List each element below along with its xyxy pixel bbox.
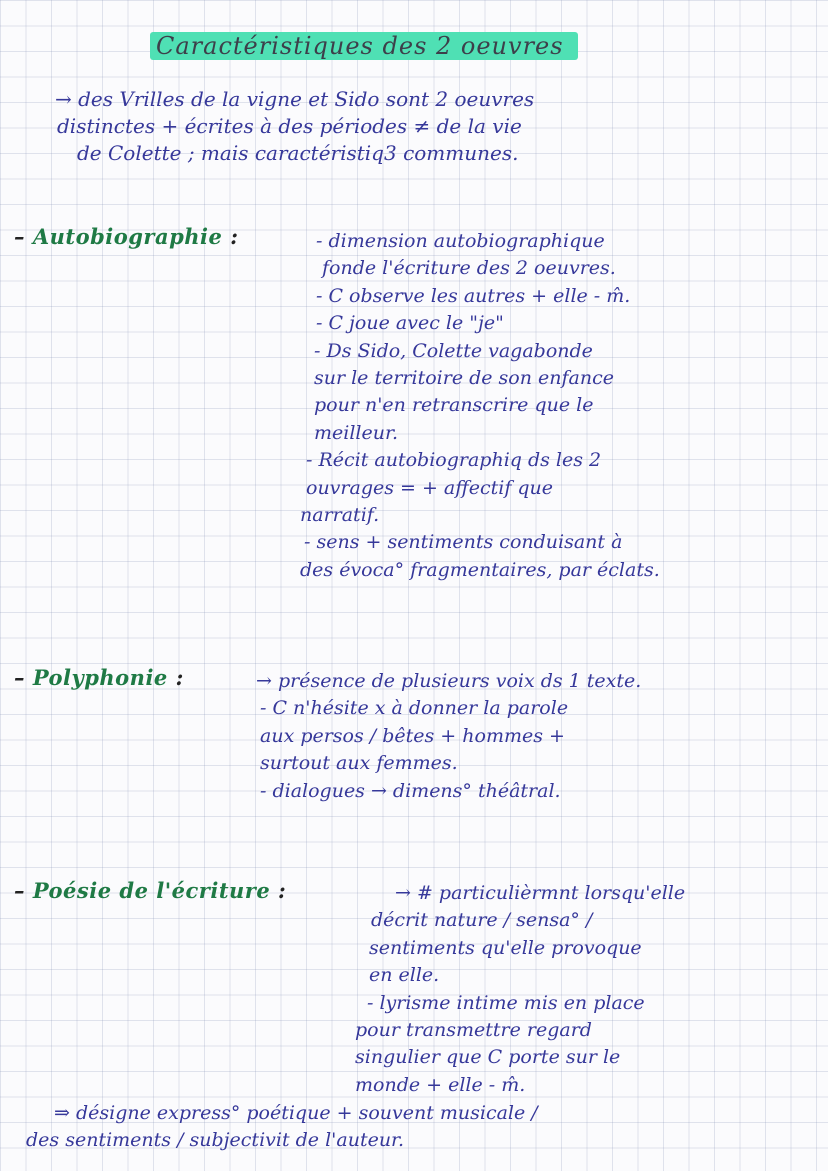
note-line: narratif.: [300, 504, 380, 527]
note-line: - Récit autobiographiq ds les 2: [306, 449, 602, 472]
intro-line: de Colette ; mais caractéristiq3 communes.: [77, 141, 519, 165]
note-line: - lyrisme intime mis en place: [367, 991, 645, 1014]
section-heading-label: Autobiographie: [32, 224, 223, 249]
intro-line: → des Vrilles de la vigne et Sido sont 2 oeuvres: [55, 87, 535, 111]
note-line: singulier que C porte sur le: [355, 1046, 621, 1069]
note-line: fonde l'écriture des 2 oeuvres.: [322, 257, 616, 280]
summary-conclusion: [26, 1100, 816, 1154]
page-title: [150, 30, 690, 62]
note-line: en elle.: [369, 964, 440, 987]
note-line: - sens + sentiments conduisant à: [304, 531, 623, 554]
summary-line: des sentiments / subjectivit de l'auteur.: [26, 1129, 405, 1151]
note-line: - C joue avec le "je": [316, 312, 504, 335]
intro-paragraph: [55, 86, 815, 167]
summary-line: ⇒ désigne express° poétique + souvent musicale /: [54, 1102, 538, 1124]
note-line: → # particulièrmnt lorsqu'elle: [395, 882, 686, 904]
section-heading-label: Poésie de l'écriture: [32, 878, 271, 903]
section-notes-poesie: [355, 880, 820, 1099]
note-line: surtout aux femmes.: [260, 752, 458, 775]
section-heading-autobiographie: – Autobiographie :: [14, 224, 239, 249]
note-line: pour transmettre regard: [355, 1019, 592, 1042]
note-line: sentiments qu'elle provoque: [369, 936, 642, 959]
intro-line: distinctes + écrites à des périodes ≠ de la vie: [57, 114, 522, 138]
title-highlight: Caractéristiques des 2 oeuvres: [150, 32, 578, 60]
note-line: - C observe les autres + elle - m̂.: [316, 284, 631, 307]
section-heading-poesie: – Poésie de l'écriture :: [14, 878, 287, 903]
note-line: → présence de plusieurs voix ds 1 texte.: [256, 670, 642, 692]
section-notes-autobiographie: [300, 228, 820, 584]
note-line: des évoca° fragmentaires, par éclats.: [300, 558, 660, 581]
note-line: - C n'hésite x à donner la parole: [260, 697, 569, 720]
note-line: aux persos / bêtes + hommes +: [260, 724, 565, 747]
note-line: - dialogues → dimens° théâtral.: [260, 779, 561, 802]
note-line: monde + elle - m̂.: [355, 1073, 526, 1096]
note-line: ouvrages = + affectif que: [306, 476, 554, 499]
section-heading-polyphonie: – Polyphonie :: [14, 665, 184, 690]
note-line: - dimension autobiographique: [316, 230, 605, 252]
section-heading-label: Polyphonie: [32, 665, 168, 690]
note-line: meilleur.: [314, 421, 399, 444]
section-notes-polyphonie: [256, 668, 821, 805]
note-line: décrit nature / sensa° /: [371, 909, 593, 932]
note-line: sur le territoire de son enfance: [314, 367, 614, 390]
note-line: pour n'en retranscrire que le: [314, 394, 594, 417]
note-line: - Ds Sido, Colette vagabonde: [314, 339, 593, 362]
